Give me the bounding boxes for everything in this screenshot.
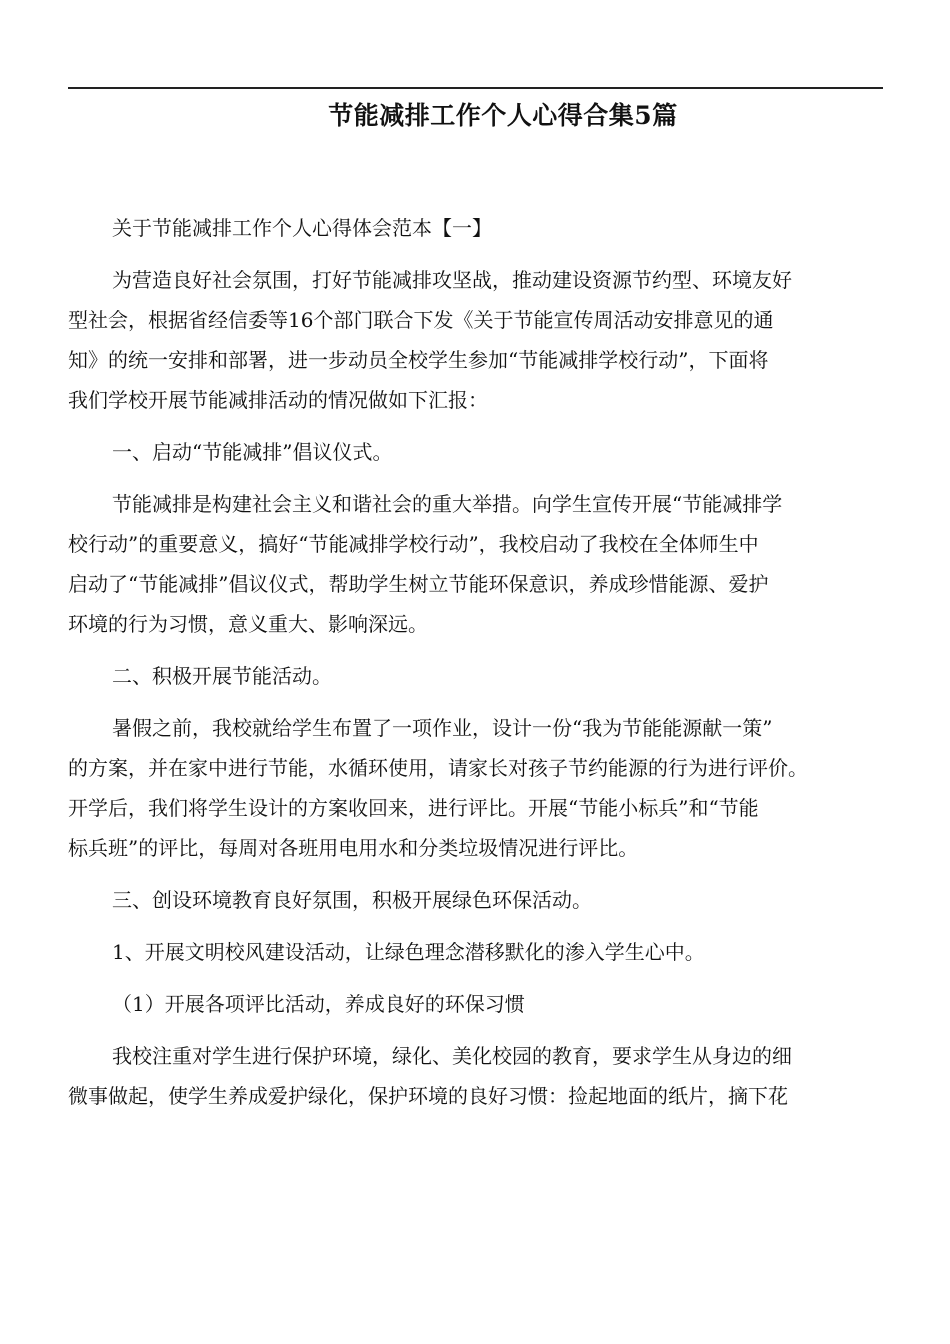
- heading-line: [68, 932, 888, 972]
- paragraph: [68, 708, 888, 868]
- text-line: 启动了“节能减排”倡议仪式，帮助学生树立节能环保意识，养成珍惜能源、爱护: [68, 572, 769, 596]
- text-line: 环境的行为习惯，意义重大、影响深远。: [68, 612, 428, 636]
- text-line: 我们学校开展节能减排活动的情况做如下汇报：: [68, 388, 488, 412]
- heading-line: [68, 432, 888, 472]
- text-line: 标兵班”的评比，每周对各班用电用水和分类垃圾情况进行评比。: [68, 836, 639, 860]
- text-line: 校行动”的重要意义，搞好“节能减排学校行动”，我校启动了我校在全体师生中: [68, 532, 759, 556]
- text-line: 微事做起，使学生养成爱护绿化，保护环境的良好习惯：捡起地面的纸片，摘下花: [68, 1084, 788, 1108]
- text-line: （1）开展各项评比活动，养成良好的环保习惯: [112, 992, 525, 1016]
- header-rule: [68, 87, 883, 89]
- paragraph: [68, 1036, 888, 1116]
- text-line: 关于节能减排工作个人心得体会范本【一】: [112, 216, 492, 240]
- text-line: 三、创设环境教育良好氛围，积极开展绿色环保活动。: [112, 888, 592, 912]
- document-body: [68, 208, 888, 1128]
- text-line: 开学后，我们将学生设计的方案收回来，进行评比。开展“节能小标兵”和“节能: [68, 796, 759, 820]
- text-line: 知》的统一安排和部署，进一步动员全校学生参加“节能减排学校行动”，下面将: [68, 348, 769, 372]
- heading-line: [68, 984, 888, 1024]
- text-line: 节能减排是构建社会主义和谐社会的重大举措。向学生宣传开展“节能减排学: [112, 492, 783, 516]
- text-line: 为营造良好社会氛围，打好节能减排攻坚战，推动建设资源节约型、环境友好: [112, 268, 792, 292]
- paragraph: [68, 484, 888, 644]
- text-line: 型社会，根据省经信委等16个部门联合下发《关于节能宣传周活动安排意见的通: [68, 308, 774, 332]
- text-line: 二、积极开展节能活动。: [112, 664, 332, 688]
- paragraph: [68, 260, 888, 420]
- heading-line: [68, 880, 888, 920]
- text-line: 1、开展文明校风建设活动，让绿色理念潜移默化的渗入学生心中。: [112, 940, 705, 964]
- heading-line: [68, 208, 888, 248]
- text-line: 暑假之前，我校就给学生布置了一项作业，设计一份“我为节能能源献一策”: [112, 716, 773, 740]
- text-line: 一、启动“节能减排”倡议仪式。: [112, 440, 393, 464]
- text-line: 我校注重对学生进行保护环境，绿化、美化校园的教育，要求学生从身边的细: [112, 1044, 792, 1068]
- document-title: 节能减排工作个人心得合集5篇: [328, 101, 678, 130]
- text-line: 的方案，并在家中进行节能，水循环使用，请家长对孩子节约能源的行为进行评价。: [68, 756, 808, 780]
- heading-line: [68, 656, 888, 696]
